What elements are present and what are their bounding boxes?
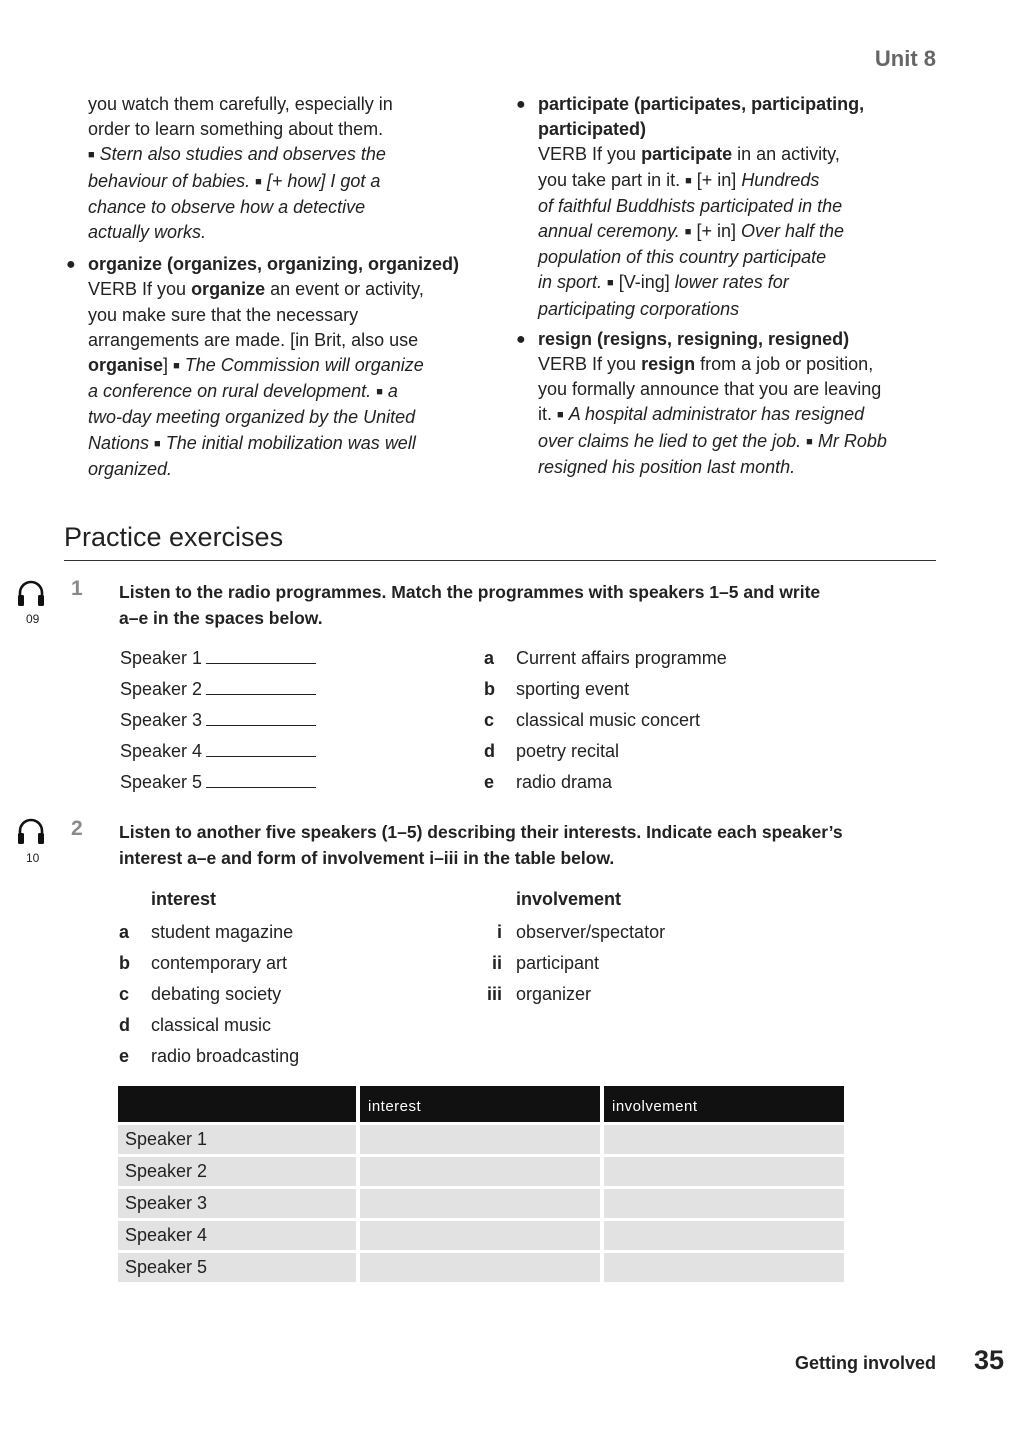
observe-example: behaviour of babies. — [88, 170, 251, 191]
example-marker-icon: ■ — [173, 360, 180, 373]
grammar-note: [+ in] — [696, 221, 736, 242]
interest-answer-cell[interactable] — [356, 1186, 600, 1218]
definition-text: an event or activity, — [270, 279, 424, 300]
exercise-number: 2 — [71, 817, 83, 840]
speaker-label: Speaker 2 — [120, 679, 203, 699]
dictionary-column-right — [516, 92, 938, 480]
track-number: 09 — [26, 612, 40, 626]
participate-example: of faithful Buddhists participated in the — [538, 195, 843, 216]
table-row — [118, 1122, 844, 1154]
speaker-label: Speaker 3 — [120, 710, 203, 730]
observe-example: chance to observe how a detective — [88, 196, 366, 217]
bullet-icon: ● — [516, 330, 526, 348]
speaker-list — [120, 643, 316, 798]
interest-text: radio broadcasting — [151, 1046, 300, 1066]
option-row — [484, 674, 727, 705]
participate-example: population of this country participate — [538, 247, 827, 268]
speaker-row — [120, 705, 316, 736]
observe-example: actually works. — [88, 222, 207, 243]
definition-text: you take part in it. — [538, 169, 681, 190]
table-speaker-cell: Speaker 3 — [118, 1186, 356, 1218]
table-header-row — [118, 1086, 844, 1122]
answer-table — [118, 1086, 844, 1282]
headword-participate: participate (participates, participating, — [538, 94, 865, 114]
involvement-heading: involvement — [516, 889, 622, 909]
section-divider — [64, 560, 936, 561]
option-row — [484, 643, 727, 674]
interest-row — [119, 1010, 299, 1041]
speaker-row — [120, 643, 316, 674]
involvement-text: organizer — [516, 984, 592, 1004]
option-row — [484, 767, 727, 798]
participate-example: participating corporations — [538, 298, 740, 319]
option-text: classical music concert — [516, 710, 701, 730]
headword-inline: organise — [88, 355, 164, 376]
involvement-answer-cell[interactable] — [600, 1250, 844, 1282]
involvement-numeral: iii — [486, 984, 502, 1004]
interest-row — [119, 917, 299, 948]
involvement-answer-cell[interactable] — [600, 1154, 844, 1186]
grammar-note: [+ in] — [696, 169, 737, 190]
speaker-label: Speaker 5 — [120, 772, 203, 792]
table-speaker-cell: Speaker 2 — [118, 1154, 356, 1186]
option-letter: c — [484, 710, 495, 730]
option-letter: a — [484, 648, 495, 668]
observe-example: Stern also studies and observes the — [99, 144, 386, 165]
option-letter: d — [484, 741, 495, 761]
definition-text: VERB If you — [538, 354, 637, 375]
dictionary-column-left — [66, 92, 488, 482]
footer-title: Getting involved — [794, 1353, 936, 1373]
example-marker-icon: ■ — [684, 226, 692, 239]
example-marker-icon: ■ — [154, 437, 161, 450]
table-row — [118, 1218, 844, 1250]
headword-resign: resign (resigns, resigning, resigned) — [538, 328, 850, 349]
exercise-instruction — [119, 819, 919, 871]
answer-blank[interactable] — [206, 773, 316, 788]
interest-letter: d — [119, 1015, 130, 1035]
table-speaker-cell: Speaker 5 — [118, 1250, 356, 1282]
interest-answer-cell[interactable] — [356, 1250, 600, 1282]
headword-inline: participate — [641, 144, 733, 165]
involvement-numeral: ii — [491, 953, 502, 973]
participate-example: annual ceremony. — [538, 221, 680, 242]
interest-text: student magazine — [151, 922, 294, 942]
involvement-answer-cell[interactable] — [600, 1186, 844, 1218]
entry-participate — [516, 92, 938, 322]
interest-answer-cell[interactable] — [356, 1154, 600, 1186]
option-text: sporting event — [516, 679, 630, 699]
organize-example: organized. — [88, 458, 173, 479]
table-header-interest: interest — [356, 1086, 600, 1122]
observe-example: [+ how] I got a — [266, 170, 381, 191]
interest-answer-cell[interactable] — [356, 1218, 600, 1250]
involvement-list — [484, 917, 665, 1010]
resign-example: over claims he lied to get the job. — [538, 430, 802, 451]
instruction-line: a–e in the spaces below. — [119, 608, 323, 628]
involvement-row — [484, 917, 665, 948]
table-header-blank — [118, 1086, 356, 1122]
option-text: poetry recital — [516, 741, 620, 761]
involvement-answer-cell[interactable] — [600, 1122, 844, 1154]
headword-inline: organize — [191, 279, 266, 300]
speaker-row — [120, 736, 316, 767]
speaker-label: Speaker 4 — [120, 741, 203, 761]
organize-example: a — [387, 381, 398, 402]
example-marker-icon: ■ — [607, 277, 614, 290]
bullet-icon: ● — [516, 96, 526, 113]
example-marker-icon: ■ — [806, 435, 813, 448]
headphones-icon — [16, 818, 46, 846]
observe-definition-cont: you watch them carefully, especially in — [88, 94, 393, 114]
bullet-icon: ● — [66, 256, 76, 274]
answer-blank[interactable] — [206, 711, 316, 726]
definition-text: ] — [163, 355, 169, 376]
instruction-line: Listen to the radio programmes. Match the programmes with speakers 1–5 and write — [119, 582, 821, 602]
option-row — [484, 705, 727, 736]
interest-row — [119, 1041, 299, 1072]
definition-text: you formally announce that you are leaving — [538, 379, 882, 400]
interest-text: debating society — [151, 984, 282, 1004]
organize-example: The Commission will organize — [184, 355, 424, 376]
option-row — [484, 736, 727, 767]
table-speaker-cell: Speaker 4 — [118, 1218, 356, 1250]
involvement-row — [484, 979, 665, 1010]
table-speaker-cell: Speaker 1 — [118, 1122, 356, 1154]
example-marker-icon: ■ — [255, 175, 262, 188]
headword-inline: resign — [641, 354, 696, 375]
table-row — [118, 1250, 844, 1282]
headword-organize: organize (organizes, organizing, organized) — [88, 254, 460, 275]
organize-example: a conference on rural development. — [88, 381, 372, 402]
interest-row — [119, 948, 299, 979]
speaker-row — [120, 767, 316, 798]
definition-text: in an activity, — [737, 144, 840, 165]
table-header-involvement: involvement — [600, 1086, 844, 1122]
observe-definition-cont: order to learn something about them. — [88, 119, 384, 140]
entry-resign — [516, 327, 938, 480]
speaker-label: Speaker 1 — [120, 648, 203, 668]
participate-example: in sport. — [538, 272, 603, 293]
exercise-number: 1 — [71, 577, 83, 600]
involvement-row — [484, 948, 665, 979]
interest-letter: b — [119, 953, 130, 973]
interest-text: contemporary art — [151, 953, 288, 973]
definition-text: arrangements are made. [in Brit, also use — [88, 329, 419, 350]
table-row — [118, 1154, 844, 1186]
grammar-note: [V-ing] — [618, 272, 670, 293]
option-letter: e — [484, 772, 495, 792]
unit-label: Unit 8 — [874, 46, 936, 71]
option-letter: b — [484, 679, 495, 699]
organize-example: Nations — [88, 432, 150, 453]
definition-text: you make sure that the necessary — [88, 304, 359, 325]
interest-answer-cell[interactable] — [356, 1122, 600, 1154]
programme-options — [484, 643, 727, 798]
example-marker-icon: ■ — [88, 149, 95, 162]
exercise-instruction — [119, 579, 919, 631]
definition-text: it. — [538, 404, 553, 425]
headword-participate: participated) — [538, 119, 647, 140]
example-marker-icon: ■ — [376, 386, 383, 399]
speaker-row — [120, 674, 316, 705]
resign-example: resigned his position last month. — [538, 456, 796, 477]
track-number: 10 — [26, 851, 40, 865]
option-text: radio drama — [516, 772, 613, 792]
example-marker-icon: ■ — [557, 409, 564, 422]
interest-letter: a — [119, 922, 130, 942]
involvement-text: observer/spectator — [516, 922, 666, 942]
resign-example: A hospital administrator has resigned — [568, 404, 865, 425]
organize-example: The initial mobilization was well — [165, 432, 416, 453]
answer-blank[interactable] — [206, 680, 316, 695]
example-marker-icon: ■ — [685, 174, 692, 187]
organize-example: two-day meeting organized by the United — [88, 407, 416, 428]
definition-text: VERB If you — [88, 279, 187, 300]
option-text: Current affairs programme — [516, 648, 727, 668]
resign-example: Mr Robb — [817, 430, 887, 451]
entry-organize — [66, 252, 488, 482]
headphones-icon — [16, 580, 46, 608]
interest-letter: e — [119, 1046, 130, 1066]
table-row — [118, 1186, 844, 1218]
instruction-line: interest a–e and form of involvement i–iii in the table below. — [119, 848, 615, 868]
instruction-line: Listen to another five speakers (1–5) describing their interests. Indicate each speaker’s — [119, 822, 843, 842]
participate-example: Over half the — [740, 221, 845, 242]
involvement-numeral: i — [496, 922, 502, 942]
interest-letter: c — [119, 984, 130, 1004]
participate-example: lower rates for — [674, 272, 789, 293]
interest-list — [119, 917, 299, 1072]
involvement-answer-cell[interactable] — [600, 1218, 844, 1250]
definition-text: from a job or position, — [700, 354, 874, 375]
participate-example: Hundreds — [741, 169, 820, 190]
involvement-text: participant — [516, 953, 600, 973]
section-title: Practice exercises — [64, 522, 284, 552]
interest-heading: interest — [151, 889, 217, 909]
interest-row — [119, 979, 299, 1010]
interest-text: classical music — [151, 1015, 272, 1035]
answer-blank[interactable] — [206, 742, 316, 757]
page-number: 35 — [973, 1345, 1004, 1375]
answer-blank[interactable] — [206, 649, 316, 664]
definition-text: VERB If you — [538, 144, 637, 165]
